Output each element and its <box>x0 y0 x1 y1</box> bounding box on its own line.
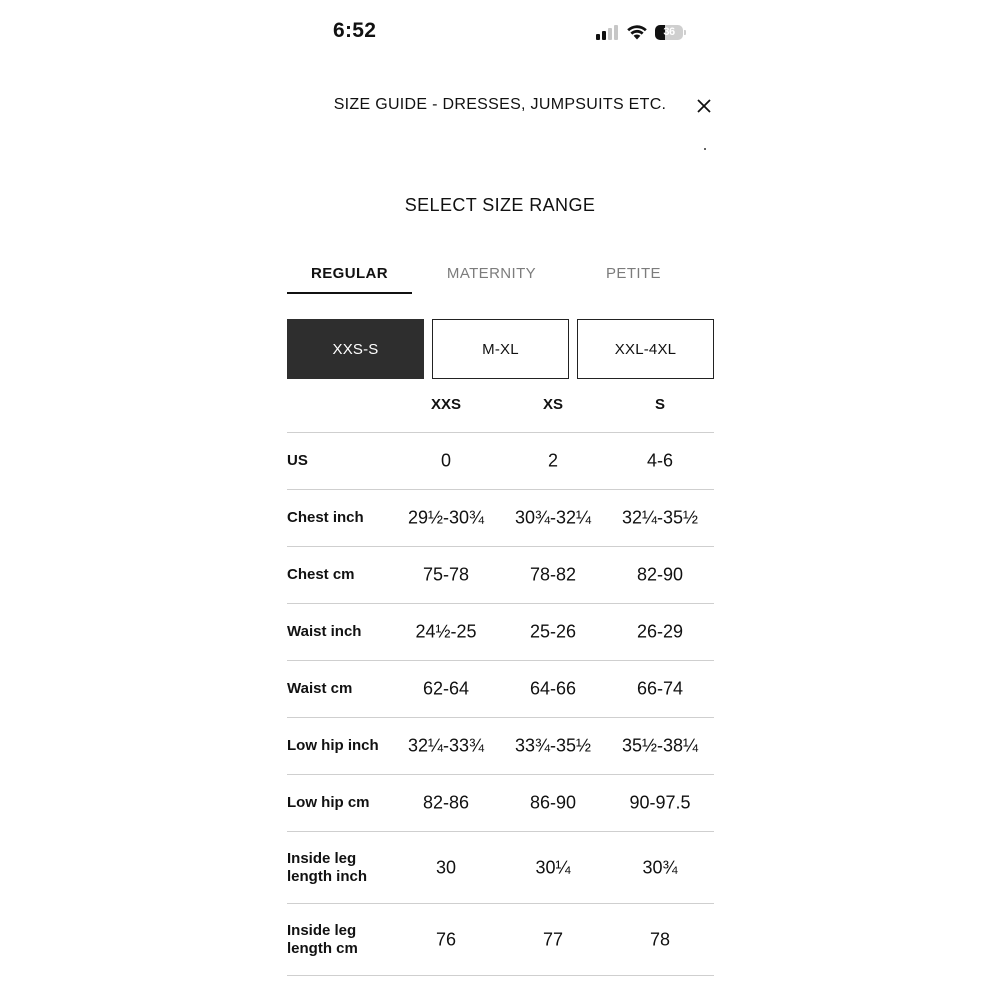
row-label: Waist cm <box>287 680 353 697</box>
table-cell: 2 <box>547 450 558 471</box>
close-icon <box>694 96 714 116</box>
table-cell: 26-29 <box>636 621 684 642</box>
row-label: Waist inch <box>287 623 362 640</box>
close-button[interactable] <box>694 96 714 116</box>
size-range-m-xl-button[interactable]: M-XL <box>432 319 569 379</box>
active-tab-indicator <box>287 292 412 294</box>
row-label: Low hip inch <box>287 737 379 754</box>
size-range-xxl-4xl-button[interactable]: XXL-4XL <box>577 319 714 379</box>
table-cell: 76 <box>435 929 457 949</box>
battery-cap <box>684 30 686 35</box>
table-cell: 82-86 <box>422 792 470 813</box>
table-header <box>287 384 714 433</box>
table-cell: 77 <box>542 929 564 949</box>
table-cell: 82-90 <box>636 564 684 585</box>
battery-icon <box>655 25 683 40</box>
size-table <box>287 384 714 976</box>
status-time: 6:52 <box>333 19 377 42</box>
table-row <box>287 547 714 604</box>
table-cell: 30¾ <box>642 857 678 877</box>
table-cell: 86-90 <box>529 792 577 813</box>
row-label: Low hip cm <box>287 794 370 811</box>
status-icons <box>596 21 686 43</box>
size-range-xxs-s-button[interactable]: XXS-S <box>287 319 424 379</box>
table-cell: 29½-30¾ <box>407 507 485 528</box>
tab-maternity[interactable]: MATERNITY <box>446 265 537 282</box>
table-cell: 64-66 <box>529 678 577 699</box>
decorative-dot <box>704 148 706 150</box>
table-cell: 78-82 <box>529 564 577 585</box>
table-row <box>287 832 714 904</box>
column-header: S <box>654 396 665 413</box>
tab-petite[interactable]: PETITE <box>606 265 661 282</box>
cellular-signal-icon <box>596 24 618 40</box>
table-cell: 0 <box>440 450 451 471</box>
table-row <box>287 490 714 547</box>
table-row <box>287 433 714 490</box>
table-row <box>287 904 714 976</box>
table-cell: 78 <box>649 929 671 949</box>
table-row <box>287 775 714 832</box>
page-title: SIZE GUIDE - DRESSES, JUMPSUITS ETC. <box>333 96 667 113</box>
tab-regular[interactable]: REGULAR <box>311 265 388 282</box>
table-row <box>287 604 714 661</box>
row-label: Chest inch <box>287 509 364 526</box>
row-label: Chest cm <box>287 566 355 583</box>
table-cell: 30 <box>435 857 457 877</box>
column-header: XS <box>542 396 563 413</box>
table-cell: 90-97.5 <box>629 792 691 813</box>
table-cell: 75-78 <box>422 564 470 585</box>
table-cell: 35½-38¼ <box>621 735 699 756</box>
table-cell: 32¼-33¾ <box>407 735 485 756</box>
table-cell: 30¼ <box>535 857 571 877</box>
wifi-icon <box>626 24 648 40</box>
table-cell: 25-26 <box>529 621 577 642</box>
table-cell: 66-74 <box>636 678 684 699</box>
battery-level: 36 <box>663 25 675 38</box>
table-cell: 33¾-35½ <box>514 735 592 756</box>
table-cell: 4-6 <box>646 450 673 471</box>
table-row <box>287 661 714 718</box>
table-cell: 30¾-32¼ <box>514 507 592 528</box>
row-label: Inside leg length inch <box>287 849 367 885</box>
row-label: US <box>287 452 308 469</box>
column-header: XXS <box>430 396 461 413</box>
table-cell: 62-64 <box>422 678 470 699</box>
table-cell: 32¼-35½ <box>621 507 699 528</box>
row-label: Inside leg length cm <box>287 921 358 957</box>
table-cell: 24½-25 <box>415 621 477 642</box>
section-title: SELECT SIZE RANGE <box>404 195 596 215</box>
table-row <box>287 718 714 775</box>
